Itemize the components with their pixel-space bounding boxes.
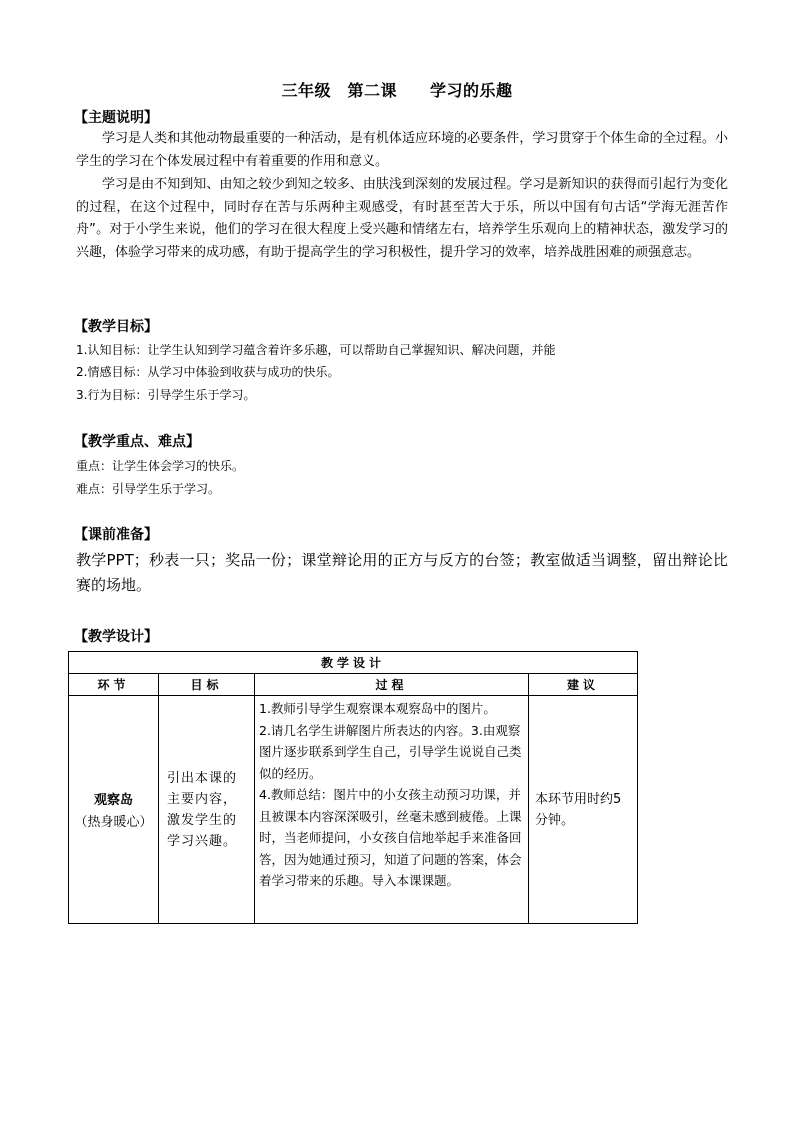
section-subtitle: （热身暖心） [74, 815, 153, 830]
header-note: 建议 [529, 674, 638, 696]
goals-heading: 【教学目标】 [74, 319, 158, 335]
prep-text: 教学PPT；秒表一只；奖品一份；课堂辩论用的正方与反方的台签；教室做适当调整，留出辩论比赛的场地。 [76, 551, 728, 594]
theme-paragraph-2: 学习是由不知到知、由知之较少到知之较多、由肤浅到深刻的发展过程。学习是新知识的获得而引起行为变化的过程，在这个过程中，同时存在苦与乐两种主观感受，有时甚至苦大于乐，所以中国有句古话“学海无涯苦作舟”。对于小学生来说，他们的学习在很大程度上受兴趣和情绪左右，培养学生乐观向上的精神状态，激发学习的兴趣，体验学习带来的成功感，有助于提高学生的学习积极性，提升学习的效率，培养战胜困难的顽强意志。 [76, 177, 728, 260]
process-step: 4.教师总结：图片中的小女孩主动预习功课，并且被课本内容深深吸引，丝毫未感到疲倦。上课时，当老师提问，小女孩自信地举起手来准备回答，因为她通过预习，知道了问题的答案，体会着学习带来的乐趣。导入本课课题。 [259, 787, 522, 888]
goal-cell: 引出本课的主要内容，激发学生的学习兴趣。 [159, 696, 255, 924]
section-cell [69, 696, 159, 924]
process-cell [255, 696, 529, 924]
header-goal: 目标 [159, 674, 255, 696]
keypoints-heading: 【教学重点、难点】 [74, 434, 200, 450]
goal-item-cognitive: 1.认知目标：让学生认知到学习蕴含着许多乐趣，可以帮助自己掌握知识、解决问题，并能 [76, 343, 556, 357]
prep-heading: 【课前准备】 [74, 527, 158, 543]
table-row [69, 696, 638, 924]
process-step: 1.教师引导学生观察课本观察岛中的图片。 [259, 701, 496, 716]
note-cell: 本环节用时约5分钟。 [529, 696, 638, 924]
process-step: 2.请几名学生讲解图片所表达的内容。3.由观察图片逐步联系到学生自己，引导学生说说自己类似的经历。 [259, 722, 522, 781]
theme-heading: 【主题说明】 [74, 110, 158, 126]
header-section: 环节 [69, 674, 159, 696]
table-caption: 教学设计 [69, 652, 638, 674]
goal-item-emotional: 2.情感目标：从学习中体验到收获与成功的快乐。 [76, 365, 340, 379]
keypoint-focus: 重点：让学生体会学习的快乐。 [76, 459, 245, 473]
lesson-title: 三年级 第二课 学习的乐趣 [281, 81, 513, 100]
theme-paragraph-1: 学习是人类和其他动物最重要的一种活动，是有机体适应环境的必要条件，学习贯穿于个体生命的全过程。小学生的学习在个体发展过程中有着重要的作用和意义。 [76, 131, 728, 169]
goal-item-behavioral: 3.行为目标：引导学生乐于学习。 [76, 388, 256, 402]
header-process: 过程 [255, 674, 529, 696]
design-heading: 【教学设计】 [74, 629, 158, 645]
keypoint-difficulty: 难点：引导学生乐于学习。 [76, 482, 221, 496]
section-name: 观察岛 [93, 793, 133, 808]
teaching-design-table [68, 651, 638, 924]
